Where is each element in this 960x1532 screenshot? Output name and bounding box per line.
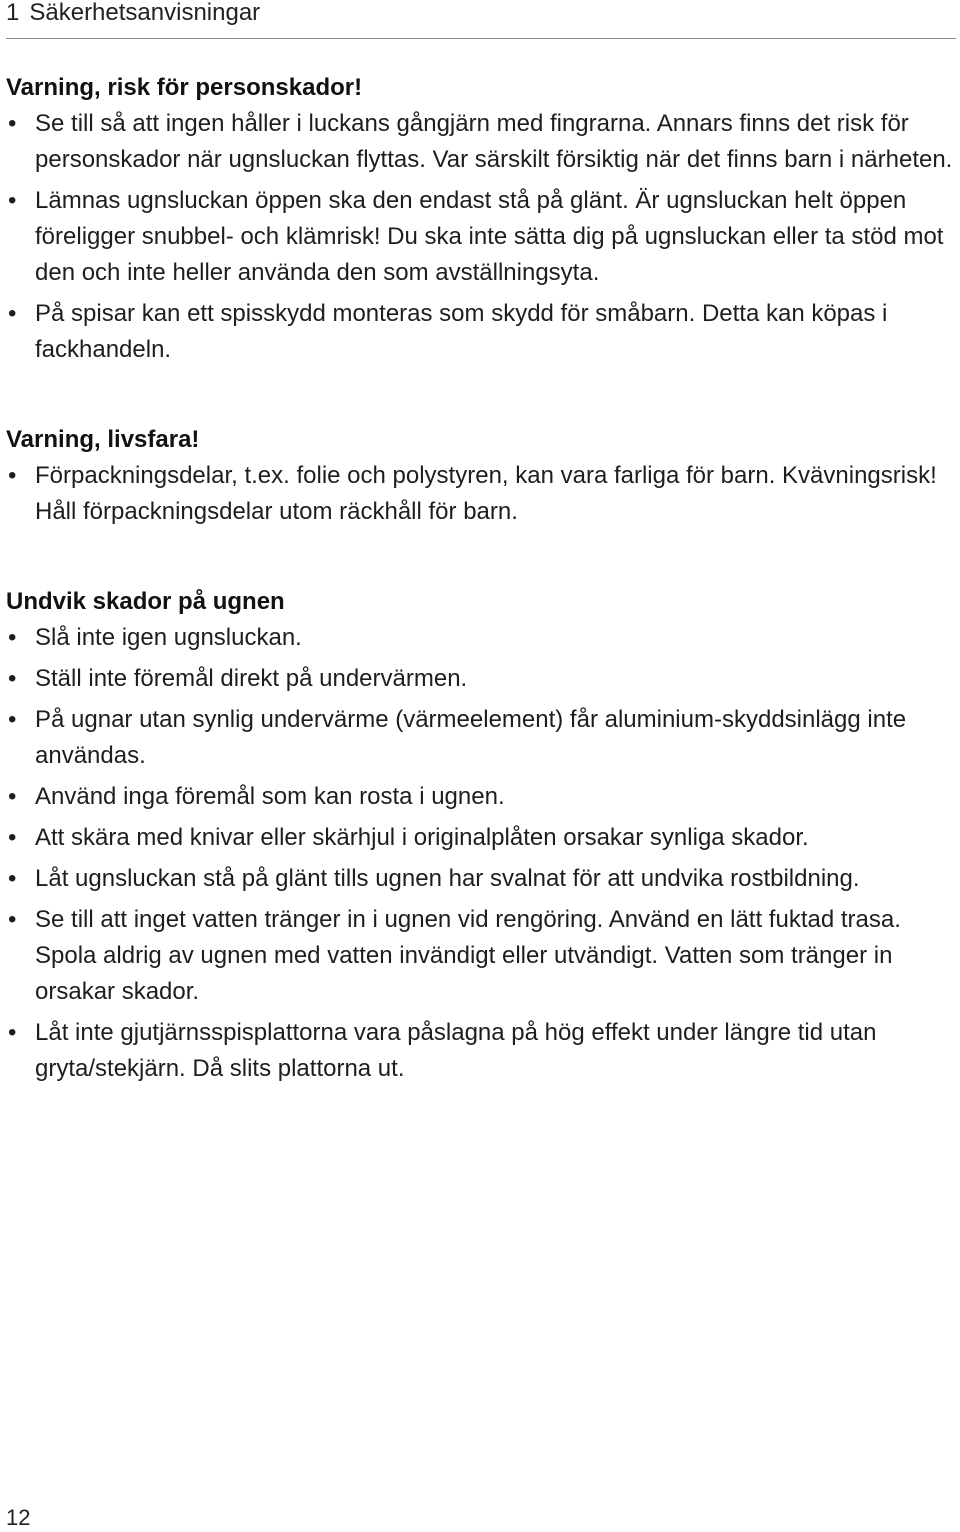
section-title: Varning, livsfara! — [6, 426, 200, 453]
list-item — [6, 620, 956, 656]
list-item — [6, 106, 956, 178]
list-item — [6, 702, 956, 774]
section-personal-injury-warning — [6, 70, 956, 368]
bullet-list — [6, 620, 956, 1087]
bullet-icon: • — [8, 706, 17, 733]
list-item — [6, 779, 956, 815]
list-item-text: Slå inte igen ugnsluckan. — [35, 624, 302, 651]
list-item-text: Se till så att ingen håller i luckans gångjärn med fingrarna. Annars finns det risk för personskador när ugnsluckan flyttas. Var särskilt försiktig när det finns barn i närheten. — [35, 110, 953, 173]
bullet-list — [6, 106, 956, 368]
list-item-text: Låt ugnsluckan stå på glänt tills ugnen har svalnat för att undvika rostbildning. — [35, 865, 860, 892]
section-avoid-oven-damage — [6, 584, 956, 1087]
chapter-number: 1 — [6, 0, 20, 26]
list-item — [6, 661, 956, 697]
list-item-text: På ugnar utan synlig undervärme (värmeelement) får aluminium-skyddsinlägg inte användas. — [35, 706, 907, 769]
bullet-icon: • — [8, 783, 17, 810]
bullet-icon: • — [8, 906, 17, 933]
list-item — [6, 1015, 956, 1087]
document-body — [6, 70, 956, 1087]
bullet-icon: • — [8, 824, 17, 851]
list-item — [6, 820, 956, 856]
bullet-icon: • — [8, 300, 17, 327]
list-item-text: Att skära med knivar eller skärhjul i originalplåten orsakar synliga skador. — [35, 824, 809, 851]
list-item-text: Förpackningsdelar, t.ex. folie och polystyren, kan vara farliga för barn. Kvävningsrisk! Håll förpackningsdelar utom räckhåll för barn. — [35, 462, 937, 525]
list-item-text: Låt inte gjutjärnsspisplattorna vara påslagna på hög effekt under längre tid utan gryta/stekjärn. Då slits plattorna ut. — [35, 1019, 877, 1082]
bullet-icon: • — [8, 624, 17, 651]
list-item — [6, 458, 956, 530]
list-item — [6, 902, 956, 1010]
chapter-heading — [6, 0, 260, 26]
list-item-text: På spisar kan ett spisskydd monteras som skydd för småbarn. Detta kan köpas i fackhandeln. — [35, 300, 888, 363]
list-item — [6, 296, 956, 368]
page-header — [6, 0, 956, 39]
bullet-icon: • — [8, 865, 17, 892]
list-item-text: Ställ inte föremål direkt på undervärmen. — [35, 665, 468, 692]
section-title: Varning, risk för personskador! — [6, 74, 363, 101]
bullet-icon: • — [8, 110, 17, 137]
list-item — [6, 861, 956, 897]
list-item — [6, 183, 956, 291]
bullet-icon: • — [8, 665, 17, 692]
list-item-text: Lämnas ugnsluckan öppen ska den endast stå på glänt. Är ugnsluckan helt öppen föreligger snubbel- och klämrisk! Du ska inte sätta dig på ugnsluckan eller ta stöd mot den och inte heller använda den som avställningsyta. — [35, 187, 944, 286]
bullet-icon: • — [8, 1019, 17, 1046]
chapter-title: Säkerhetsanvisningar — [29, 0, 261, 26]
bullet-list — [6, 458, 956, 530]
page-number: 12 — [6, 1505, 31, 1530]
list-item-text: Se till att inget vatten tränger in i ugnen vid rengöring. Använd en lätt fuktad trasa. Spola aldrig av ugnen med vatten invändigt eller utvändigt. Vatten som tränger in orsakar skador. — [35, 906, 901, 1005]
list-item-text: Använd inga föremål som kan rosta i ugnen. — [35, 783, 505, 810]
section-title: Undvik skador på ugnen — [6, 588, 285, 615]
bullet-icon: • — [8, 462, 17, 489]
section-danger-to-life — [6, 422, 956, 530]
bullet-icon: • — [8, 187, 17, 214]
